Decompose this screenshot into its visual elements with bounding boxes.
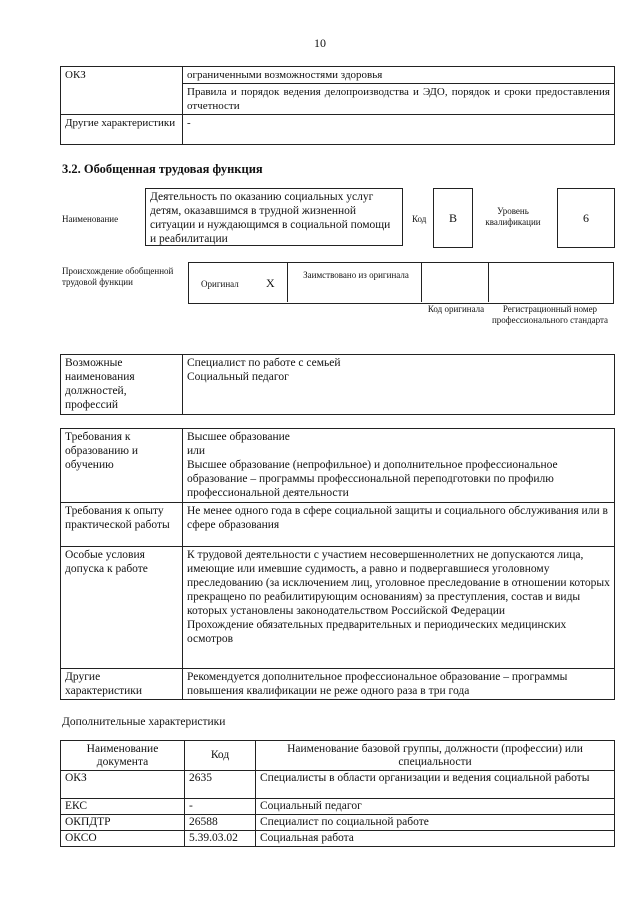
name-label: Наименование <box>62 214 119 224</box>
reg-number-caption: Регистрационный номер профессионального стандарта <box>491 304 609 325</box>
positions-value <box>183 355 615 415</box>
table-cell-label: Другие характеристики <box>61 115 183 145</box>
positions-label: Возможные наименования должностей, профессий <box>61 355 183 415</box>
requirement-value: Рекомендуется дополнительное профессиональное образование – программы повышения квалификации не реже одного раза в три года <box>183 669 615 700</box>
requirement-label: Другие характеристики <box>61 669 183 700</box>
table-cell: 2635 <box>185 771 256 799</box>
table-cell: Социальная работа <box>256 831 615 847</box>
requirement-label: Требования к опыту практической работы <box>61 503 183 547</box>
page-number: 10 <box>314 36 326 50</box>
additional-table <box>60 740 615 847</box>
borrowed-label: Заимствовано из оригинала <box>303 270 409 280</box>
code-value-box: B <box>433 188 473 248</box>
code-original-caption: Код оригинала <box>427 304 485 314</box>
table-cell-label: ОКЗ <box>61 67 183 115</box>
origin-box <box>188 262 614 304</box>
table-cell: ОКПДТР <box>61 815 185 831</box>
table-cell: 5.39.03.02 <box>185 831 256 847</box>
table-cell-value: Правила и порядок ведения делопроизводства и ЭДО, порядок и сроки предоставления отчетности <box>183 84 615 115</box>
requirement-label: Требования к образованию и обучению <box>61 429 183 503</box>
positions-table <box>60 354 615 415</box>
position-item: Социальный педагог <box>187 371 289 383</box>
table-cell: Социальный педагог <box>256 799 615 815</box>
divider <box>287 262 288 302</box>
divider <box>421 262 422 302</box>
header-cell: Наименование базовой группы, должности (профессии) или специальности <box>256 741 615 771</box>
section-title: 3.2. Обобщенная трудовая функция <box>62 162 263 176</box>
table-cell: ОКСО <box>61 831 185 847</box>
table-cell: ОКЗ <box>61 771 185 799</box>
table-cell-value: - <box>183 115 615 145</box>
requirement-line: Прохождение обязательных предварительных и периодических медицинских осмотров <box>187 619 567 645</box>
table-cell-value: ограниченными возможностями здоровья <box>183 67 615 84</box>
divider <box>488 262 489 302</box>
requirement-value <box>183 429 615 503</box>
requirements-table <box>60 428 615 700</box>
level-label: Уровень квалификации <box>485 206 541 227</box>
function-name-box: Деятельность по оказанию социальных услуг детям, оказавшимся в трудной жизненной ситуации и нуждающимся в социальной помощи и реабилитации <box>145 188 403 246</box>
table-row <box>61 831 615 847</box>
table-row <box>61 771 615 799</box>
code-label: Код <box>412 214 427 224</box>
original-label: Оригинал <box>201 279 239 289</box>
requirement-value: Не менее одного года в сфере социальной защиты и социального обслуживания или в сфере образования <box>183 503 615 547</box>
original-mark: X <box>266 276 275 290</box>
table-cell: - <box>185 799 256 815</box>
table-cell: 26588 <box>185 815 256 831</box>
table-cell: ЕКС <box>61 799 185 815</box>
level-value-box: 6 <box>557 188 615 248</box>
origin-label: Происхождение обобщенной трудовой функции <box>62 266 174 287</box>
requirement-label: Особые условия допуска к работе <box>61 547 183 669</box>
requirement-line: Высшее образование (непрофильное) и дополнительное профессиональное образование – программы профессиональной переподготовки по профилю профессиональной деятельности <box>187 459 558 499</box>
table-row <box>61 799 615 815</box>
requirement-line: К трудовой деятельности с участием несовершеннолетних не допускаются лица, имеющие или имевшие судимость, а равно и подвергавшиеся уголовному преследованию (за исключением лиц, уголовное преследование в отношении которых прекращено по реабилитирующим основаниям) за преступления, состав и виды которых установлены законодательством Российской Федерации <box>187 549 610 617</box>
additional-title: Дополнительные характеристики <box>62 716 226 728</box>
table-cell: Специалисты в области организации и ведения социальной работы <box>256 771 615 799</box>
requirement-line: Высшее образование <box>187 431 290 443</box>
header-cell: Код <box>185 741 256 771</box>
position-item: Специалист по работе с семьей <box>187 357 341 369</box>
requirement-line: или <box>187 445 206 457</box>
header-cell: Наименование документа <box>61 741 185 771</box>
table-cell: Специалист по социальной работе <box>256 815 615 831</box>
top-table <box>60 66 615 145</box>
requirement-value <box>183 547 615 669</box>
table-row <box>61 815 615 831</box>
